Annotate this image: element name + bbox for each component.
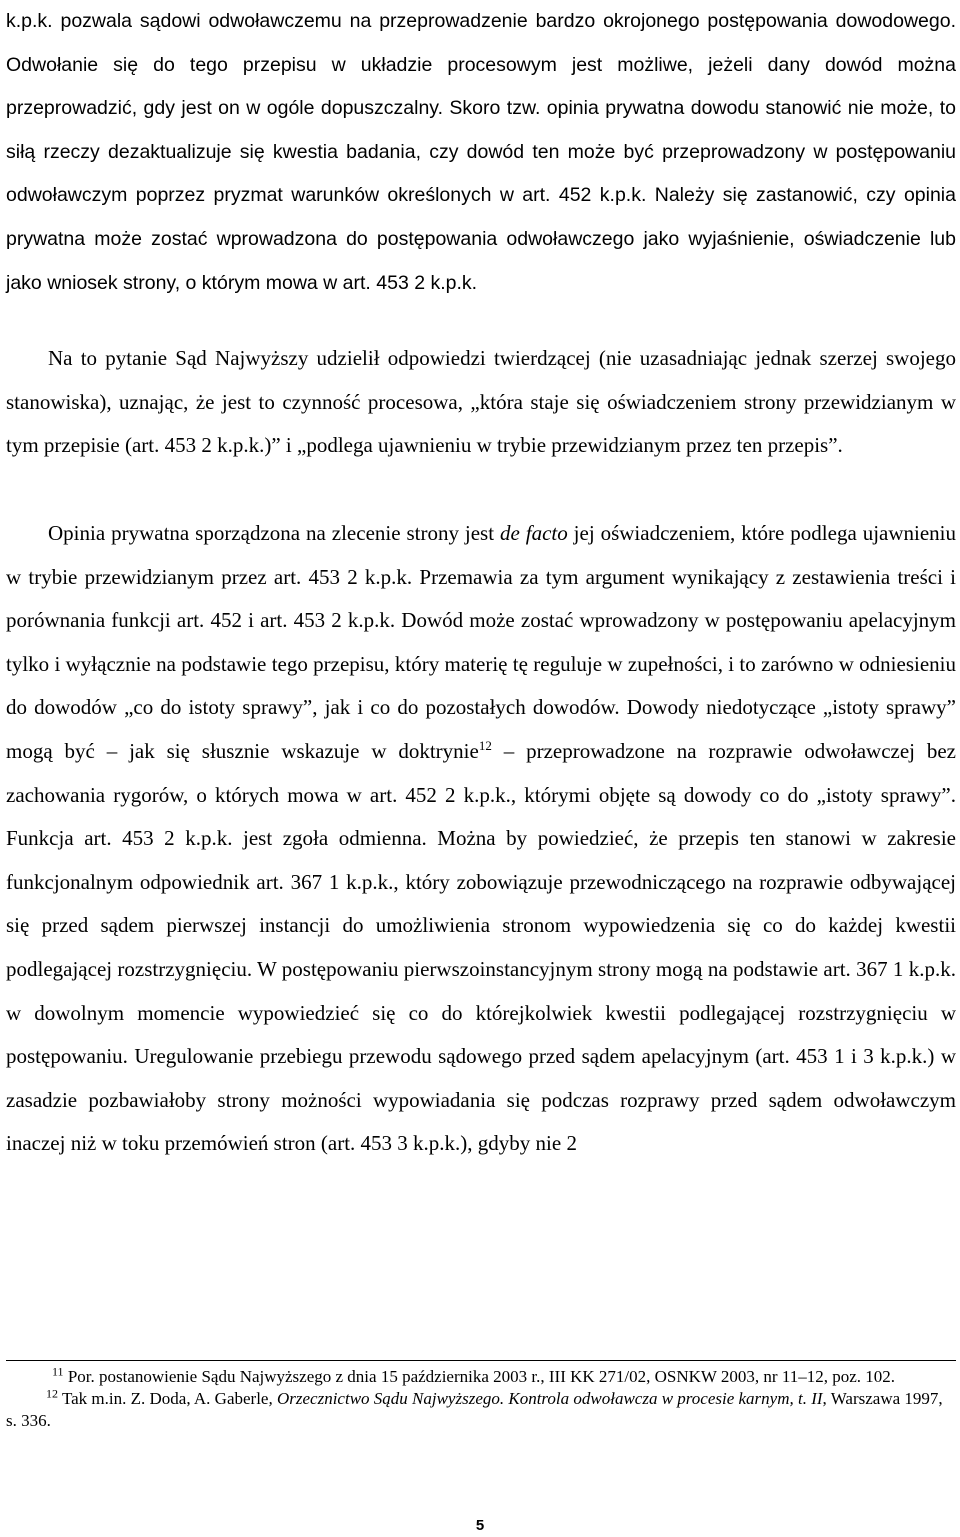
paragraph-3 <box>6 512 956 1166</box>
footnote-11 <box>6 1366 956 1388</box>
footnote-ref-12[interactable]: 12 <box>478 737 492 753</box>
footnote-12-text-a: Tak m.in. Z. Doda, A. Gaberle <box>58 1389 269 1408</box>
paragraph-3-part-b: jej oświadczeniem, które podlega ujawnieniu w trybie przewidzianym przez art. 453 2 k.p.k. Przemawia za tym argument wynikający z zestawienia treści i porównania funkcji art. 452 i art. 453 2 k.p.k. Dowód może zostać wprowadzony w postępowaniu apelacyjnym tylko i wyłącznie na podstawie tego przepisu, który materię tę reguluje w zupełności, i to zarówno w odniesieniu do dowodów „co do istoty sprawy”, jak i co do pozostałych dowodów. Dowody niedotyczące „istoty sprawy” mogą być – jak się słusznie wskazuje w doktrynie <box>6 521 957 763</box>
footnote-12 <box>6 1388 956 1432</box>
paragraph-3-italic: de facto <box>500 521 568 545</box>
page-number: 5 <box>475 1517 485 1534</box>
paragraph-2-text: Na to pytanie Sąd Najwyższy udzielił odpowiedzi twierdzącej (nie uzasadniając jednak szerzej swojego stanowiska), uznając, że jest to czynność procesowa, „która staje się oświadczeniem strony przewidzianym w tym przepisie (art. 453 2 k.p.k.)” i „podlega ujawnieniu w trybie przewidzianym przez ten przepis”. <box>6 346 956 458</box>
paragraph-2 <box>6 337 956 468</box>
footnotes <box>6 1366 956 1432</box>
paragraph-1-text: k.p.k. pozwala sądowi odwoławczemu na przeprowadzenie bardzo okrojonego postępowania dowodowego. Odwołanie się do tego przepisu w układzie procesowym jest możliwe, jeżeli dany dowód można przeprowadzić, gdy jest on w ogóle dopuszczalny. Skoro tzw. opinia prywatna dowodu stanowić nie może, to siłą rzeczy dezaktualizuje się kwestia badania, czy dowód ten może być przeprowadzony w postępowaniu odwoławczym poprzez pryzmat warunków określonych w art. 452 k.p.k. Należy się zastanowić, czy opinia prywatna może zostać wprowadzona do postępowania odwoławczego jako wyjaśnienie, oświadczenie lub jako wniosek strony, o którym mowa w art. 453 2 k.p.k. <box>6 10 956 294</box>
footnote-12-number: 12 <box>46 1386 58 1401</box>
footnote-12-italic: , Orzecznictwo Sądu Najwyższego. Kontrola odwoławcza w procesie karnym, t. II <box>268 1389 823 1408</box>
footnote-11-text: Por. postanowienie Sądu Najwyższego z dnia 15 października 2003 r., III KK 271/02, OSNKW 2003, nr 11–12, poz. 102. <box>63 1367 895 1386</box>
footnote-separator <box>6 1360 956 1361</box>
paragraph-3-part-c: – przeprowadzone na rozprawie odwoławczej bez zachowania rygorów, o których mowa w art. 452 2 k.p.k., którymi objęte są dowody co do „istoty sprawy”. Funkcja art. 453 2 k.p.k. jest zgoła odmienna. Można by powiedzieć, że przepis ten stanowi w zakresie funkcjonalnym odpowiednik art. 367 1 k.p.k., który zobowiązuje przewodniczącego na rozprawie odbywającej się przed sądem pierwszej instancji do umożliwienia stronom wypowiedzenia się co do każdej kwestii podlegającej rozstrzygnięciu. W postępowaniu pierwszoinstancyjnym strony mogą na podstawie art. 367 1 k.p.k. w dowolnym momencie wypowiedzieć się co do którejkolwiek kwestii podlegającej rozstrzygnięciu w postępowaniu. Uregulowanie przebiegu przewodu sądowego przed sądem apelacyjnym (art. 453 1 i 3 k.p.k.) w zasadzie pozbawiałoby strony możności wypowiadania się podczas rozprawy przed sądem odwoławczym inaczej niż w toku przemówień stron (art. 453 3 k.p.k.), gdyby nie 2 <box>6 738 956 1156</box>
paragraph-1 <box>6 0 956 305</box>
footnote-11-number: 11 <box>52 1364 64 1379</box>
paragraph-3-text <box>6 512 956 1166</box>
footnote-12-text-b: , Warszawa 1997, s. 336. <box>6 1389 943 1430</box>
paragraph-3-part-a: Opinia prywatna sporządzona na zlecenie strony jest <box>48 521 500 545</box>
